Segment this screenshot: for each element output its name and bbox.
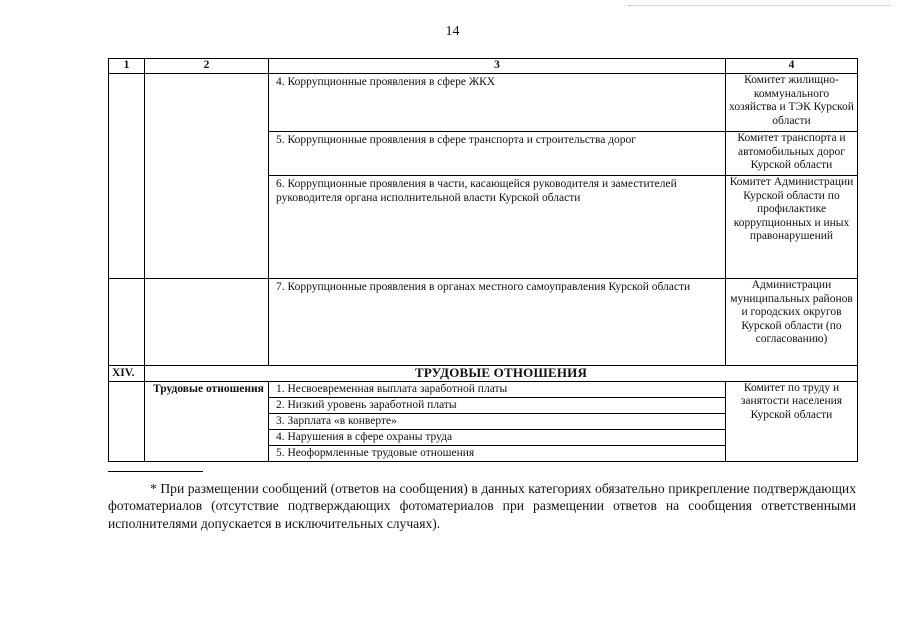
table-header-row — [109, 59, 858, 74]
top-dotted-line — [628, 5, 890, 6]
category-cell: 5. Коррупционные проявления в сфере транспорта и строительства дорог — [269, 132, 726, 176]
footnote-divider — [108, 471, 203, 472]
empty-subcategory-cell — [145, 279, 269, 366]
page-number: 14 — [445, 24, 460, 39]
responsible-cell: Администрации муниципальных районов и городских округов Курской области (по согласованию) — [726, 279, 858, 366]
empty-number-cell — [109, 279, 145, 366]
empty-subcategory-cell — [145, 74, 269, 279]
footnote-text: * При размещении сообщений (ответов на сообщения) в данных категориях обязательно прикрепление подтверждающих фотоматериалов (отсутствие подтверждающих фотоматериалов при размещении ответов на сообщения ответственными исполнителями допускается в исключительных случаях). — [108, 481, 856, 531]
category-cell: 4. Коррупционные проявления в сфере ЖКХ — [269, 74, 726, 132]
section-title: ТРУДОВЫЕ ОТНОШЕНИЯ — [145, 366, 858, 382]
empty-number-cell — [109, 381, 145, 461]
responsible-cell: Комитет транспорта и автомобильных дорог Курской области — [726, 132, 858, 176]
list-item: 5. Неоформленные трудовые отношения — [276, 446, 475, 459]
section-row — [109, 366, 858, 382]
responsible-cell: Комитет по труду и занятости населения Курской области — [726, 381, 858, 461]
responsible-cell: Комитет жилищно-коммунального хозяйства и ТЭК Курской области — [726, 74, 858, 132]
list-item: 1. Несвоевременная выплата заработной платы — [269, 382, 725, 398]
header-col-3: 3 — [269, 59, 726, 74]
table-row — [109, 74, 858, 132]
category-cell: 7. Коррупционные проявления в органах местного самоуправления Курской области — [269, 279, 726, 366]
category-cell: 6. Коррупционные проявления в части, касающейся руководителя и заместителей руководителя органа исполнительной власти Курской области — [269, 176, 726, 279]
table-row — [109, 279, 858, 366]
responsible-cell: Комитет Администрации Курской области по профилактике коррупционных и иных правонарушений — [726, 176, 858, 279]
subcategory-name: Трудовые отношения — [145, 381, 269, 461]
header-col-2: 2 — [145, 59, 269, 74]
list-item: 4. Нарушения в сфере охраны труда — [269, 430, 725, 446]
header-col-1: 1 — [109, 59, 145, 74]
empty-number-cell — [109, 74, 145, 279]
category-list-cell — [269, 381, 726, 461]
section-number: XIV. — [109, 366, 145, 382]
header-col-4: 4 — [726, 59, 858, 74]
categories-table — [108, 58, 858, 462]
list-item: 2. Низкий уровень заработной платы — [269, 398, 725, 414]
table-row — [109, 381, 858, 461]
list-item: 3. Зарплата «в конверте» — [269, 414, 725, 430]
